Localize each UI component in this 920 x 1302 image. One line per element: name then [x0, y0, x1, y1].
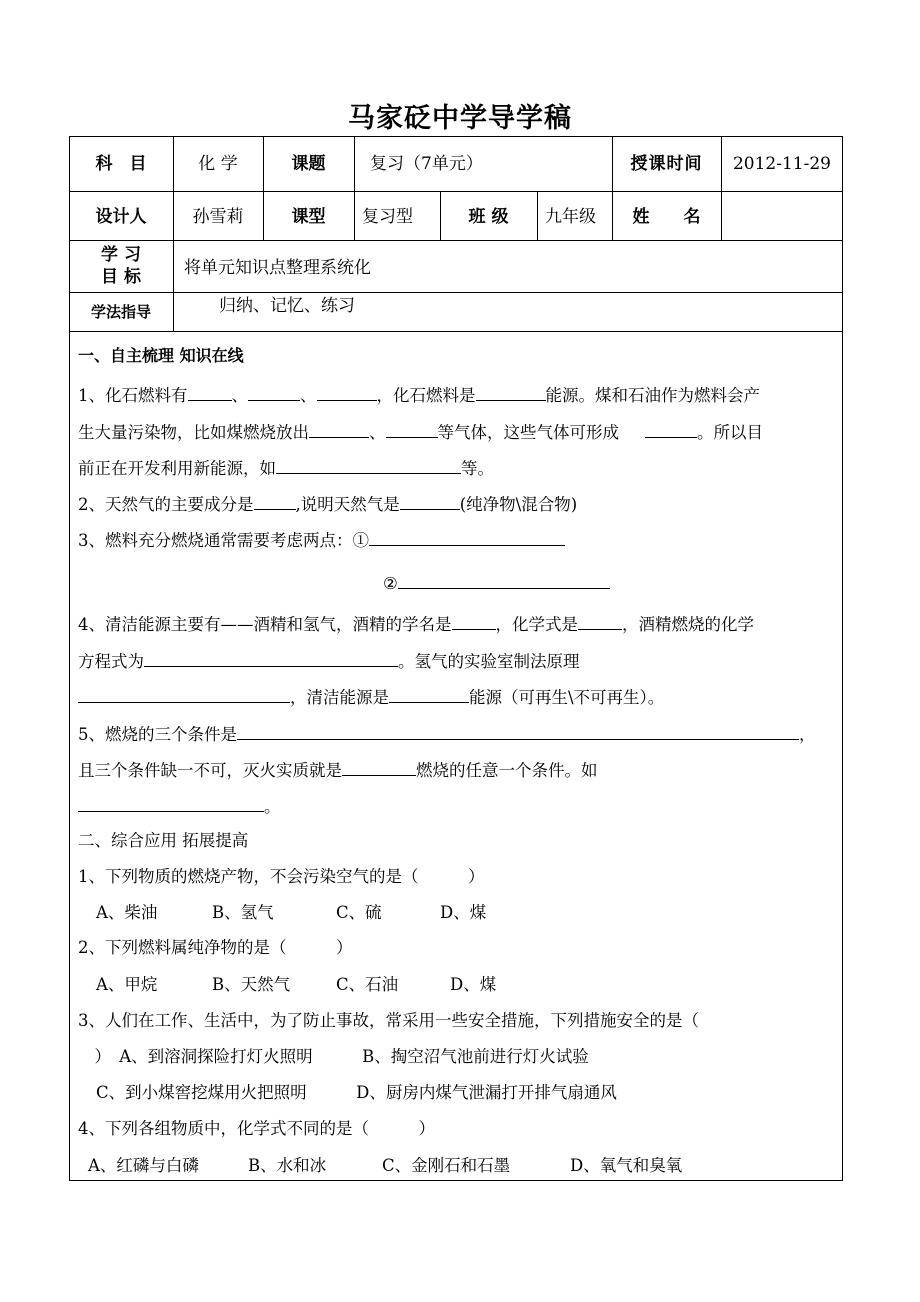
method-value: 归纳、记忆、练习 — [219, 296, 355, 316]
question-4-cont — [78, 649, 580, 673]
mc-question-2: 2、下列燃料属纯净物的是（ ） — [78, 938, 353, 957]
question-text: 且三个条件缺一不可，灭火实质就是 — [78, 761, 342, 780]
row-divider — [69, 240, 843, 241]
blank[interactable] — [237, 722, 799, 740]
time-value: 2012-11-29 — [732, 154, 831, 174]
goal-label — [69, 244, 173, 288]
question-text: 生大量污染物，比如煤燃烧放出 — [78, 423, 309, 442]
question-1-cont — [78, 420, 763, 444]
question-text: 能源（可再生\不可再生）。 — [469, 688, 665, 707]
question-text: 。氢气的实验室制法原理 — [398, 652, 580, 671]
blank[interactable] — [248, 383, 300, 401]
question-text: 、 — [231, 386, 248, 405]
blank[interactable] — [389, 685, 469, 703]
option[interactable]: D、氧气和臭氧 — [570, 1156, 683, 1175]
mc-question-1: 1、下列物质的燃烧产物，不会污染空气的是（ ） — [78, 867, 485, 886]
name-label: 姓 名 — [632, 207, 701, 227]
blank[interactable] — [254, 492, 296, 510]
blank[interactable] — [578, 612, 622, 630]
blank[interactable] — [369, 528, 565, 546]
type-label: 课型 — [291, 207, 326, 227]
question-text: 等气体，这些气体可形成 — [437, 423, 619, 442]
goal-label-line: 目 标 — [101, 267, 141, 287]
option[interactable]: B、天然气 — [212, 975, 291, 994]
question-3-cont — [383, 571, 610, 595]
question-text: ，化学式是 — [495, 615, 578, 634]
question-text: 方程式为 — [78, 652, 144, 671]
blank[interactable] — [276, 456, 461, 474]
question-text: 4、清洁能源主要有——酒精和氢气，酒精的学名是 — [78, 615, 452, 634]
col-divider — [721, 136, 722, 240]
option[interactable]: C、硫 — [336, 903, 382, 922]
blank[interactable] — [342, 758, 416, 776]
subject-label: 科 目 — [95, 154, 147, 174]
question-1-cont — [78, 456, 494, 480]
row-divider — [69, 331, 843, 332]
blank[interactable] — [386, 420, 438, 438]
question-text: 前正在开发利用新能源，如 — [78, 459, 276, 478]
option[interactable]: C、石油 — [336, 975, 399, 994]
question-5-cont — [78, 794, 281, 818]
option[interactable]: A、红磷与白磷 — [88, 1156, 199, 1175]
option[interactable]: A、柴油 — [96, 903, 158, 922]
mc-options-1 — [96, 902, 486, 924]
section1-heading: 一、自主梳理 知识在线 — [78, 346, 244, 365]
question-text: 2、天然气的主要成分是 — [78, 495, 254, 514]
designer-label: 设计人 — [95, 207, 147, 227]
mc-question-4: 4、下列各组物质中，化学式不同的是（ ） — [78, 1119, 435, 1138]
row-divider — [69, 292, 843, 293]
method-label: 学法指导 — [90, 303, 151, 321]
question-text: ，化石燃料是 — [376, 386, 476, 405]
mc-question-3: 3、人们在工作、生活中，为了防止事故，常采用一些安全措施，下列措施安全的是（ — [78, 1011, 699, 1030]
question-text: ，清洁能源是 — [290, 688, 389, 707]
question-text: ② — [383, 574, 398, 593]
class-label: 班 级 — [468, 207, 509, 227]
subject-value: 化 学 — [198, 154, 238, 174]
mc-options-2 — [96, 974, 496, 996]
blank[interactable] — [317, 383, 377, 401]
question-3 — [78, 528, 565, 552]
blank[interactable] — [78, 794, 264, 812]
blank[interactable] — [144, 649, 398, 667]
blank[interactable] — [309, 420, 369, 438]
question-5 — [78, 722, 816, 746]
mc-options-3-cont: C、到小煤窖挖煤用火把照明 D、厨房内煤气泄漏打开排气扇通风 — [96, 1083, 617, 1102]
option[interactable]: D、煤 — [450, 975, 497, 994]
time-label: 授课时间 — [630, 154, 703, 174]
col-divider — [537, 191, 538, 240]
question-2 — [78, 492, 577, 516]
question-1 — [78, 383, 760, 407]
blank[interactable] — [452, 612, 496, 630]
question-text: 、 — [369, 423, 386, 442]
question-text: 。所以目 — [697, 423, 763, 442]
blank[interactable] — [188, 383, 232, 401]
option[interactable]: C、金刚石和石墨 — [382, 1156, 511, 1175]
goal-label-line: 学 习 — [101, 245, 141, 265]
question-text: 3、燃料充分燃烧通常需要考虑两点：① — [78, 531, 369, 550]
question-text: 燃烧的任意一个条件。如 — [416, 761, 598, 780]
type-value: 复习型 — [362, 207, 413, 227]
blank[interactable] — [78, 685, 290, 703]
question-4 — [78, 612, 754, 636]
question-text: ，酒精燃烧的化学 — [622, 615, 754, 634]
designer-value: 孙雪莉 — [192, 207, 244, 227]
blank[interactable] — [476, 383, 546, 401]
section2-heading: 二、综合应用 拓展提高 — [78, 831, 249, 850]
option[interactable]: B、水和冰 — [248, 1156, 327, 1175]
topic-label: 课题 — [291, 154, 326, 174]
option[interactable]: D、煤 — [440, 903, 487, 922]
question-text: (纯净物\混合物) — [459, 495, 578, 514]
blank[interactable] — [398, 571, 610, 589]
question-text: 、 — [300, 386, 317, 405]
blank[interactable] — [645, 420, 697, 438]
question-text: ,说明天然气是 — [295, 495, 400, 514]
question-text: ， — [799, 725, 816, 744]
question-text: 能源。煤和石油作为燃料会产 — [545, 386, 760, 405]
question-text: 等。 — [461, 459, 494, 478]
question-text: 1、化石燃料有 — [78, 386, 188, 405]
option[interactable]: A、甲烷 — [96, 975, 158, 994]
page-title: 马家砭中学导学稿 — [348, 103, 572, 134]
row-divider — [69, 191, 843, 192]
mc-options-4 — [88, 1155, 682, 1177]
goal-value: 将单元知识点整理系统化 — [184, 258, 371, 278]
class-value: 九年级 — [545, 207, 596, 227]
question-text: 5、燃烧的三个条件是 — [78, 725, 237, 744]
blank[interactable] — [400, 492, 460, 510]
col-divider — [354, 136, 355, 240]
question-5-cont — [78, 758, 598, 782]
topic-value: 复习（7单元） — [370, 154, 483, 174]
option[interactable]: B、氢气 — [212, 903, 274, 922]
question-4-cont — [78, 685, 664, 709]
question-text: 。 — [264, 797, 281, 816]
mc-options-3: ） A、到溶洞探险打灯火照明 B、掏空沼气池前进行灯火试验 — [78, 1047, 589, 1066]
